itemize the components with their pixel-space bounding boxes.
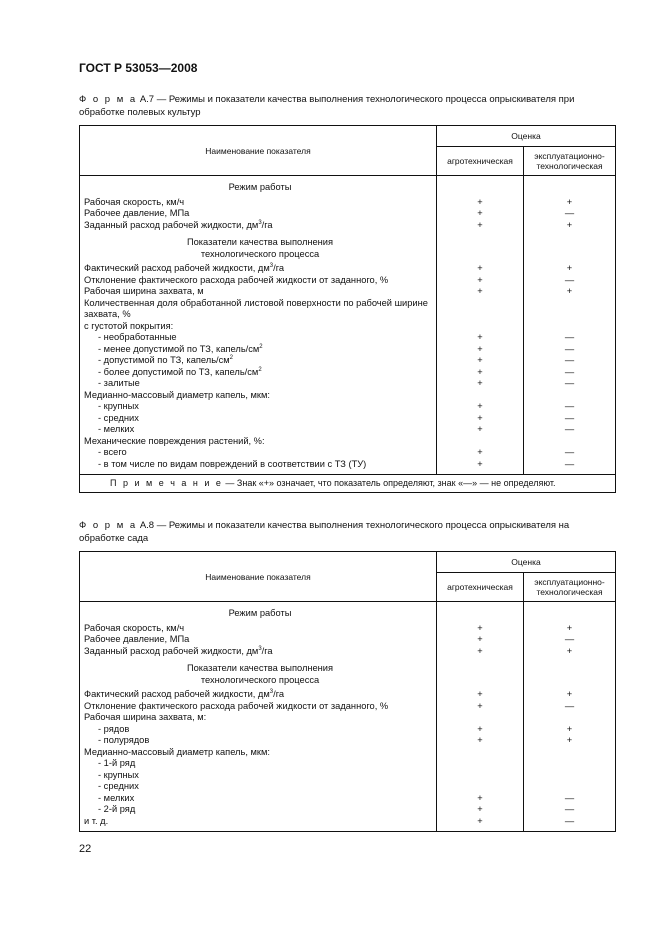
row-label: Медианно-массовый диаметр капель, мкм: [80,747,437,759]
row-expl-value: + [524,646,616,658]
row-label: Механические повреждения растений, %: [80,436,437,448]
row-expl-value: + [524,286,616,298]
row-expl-value: — [524,208,616,220]
section-row [80,657,616,689]
section-row [80,231,616,263]
row-agro-value: + [437,378,524,390]
row-label: Фактический расход рабочей жидкости, $дм^3/га$ [80,263,437,275]
table-row [80,424,616,436]
row-agro-value [437,781,524,793]
table-row [80,701,616,713]
form-a7-table [79,125,616,493]
row-agro-value [437,321,524,333]
row-expl-value: — [524,413,616,425]
empty-cell [524,602,616,623]
row-expl-value [524,770,616,782]
col-name-header: Наименование показателя [80,552,437,602]
row-expl-value: — [524,378,616,390]
row-agro-value: + [437,332,524,344]
row-label: - рядов [80,724,437,736]
note-prefix: П р и м е ч а н и е [110,478,223,488]
note-text: — Знак «+» означает, что показатель определяют, знак «—» — не определяют. [222,478,556,488]
col-agro-header: агротехническая [437,147,524,176]
row-expl-value: — [524,367,616,379]
row-label: Медианно-массовый диаметр капель, мкм: [80,390,437,402]
row-expl-value [524,758,616,770]
row-agro-value: + [437,263,524,275]
row-agro-value: + [437,367,524,379]
form-a7-body [80,176,616,493]
row-expl-value: + [524,197,616,209]
table-row [80,263,616,275]
col-score-header: Оценка [437,552,616,573]
col-name-header: Наименование показателя [80,126,437,176]
row-expl-value [524,712,616,724]
table-row [80,378,616,390]
row-label: с густотой покрытия: [80,321,437,333]
row-expl-value [524,781,616,793]
table-row [80,275,616,287]
row-agro-value [437,770,524,782]
row-label: Фактический расход рабочей жидкости, $дм^3/га$ [80,689,437,701]
row-label: Отклонение фактического расхода рабочей жидкости от заданного, % [80,701,437,713]
row-expl-value: + [524,623,616,635]
row-label: Рабочая скорость, км/ч [80,197,437,209]
section-title-line: Показатели качества выполнения [186,663,334,673]
row-agro-value [437,712,524,724]
form-a7-caption [79,93,589,119]
table-row [80,447,616,459]
row-label: - полурядов [80,735,437,747]
spacer-row [80,827,616,832]
row-agro-value: + [437,646,524,658]
col-score-header: Оценка [437,126,616,147]
form-a8-table [79,551,616,832]
table-row [80,646,616,658]
table-row [80,758,616,770]
table-row [80,816,616,828]
row-expl-value: — [524,701,616,713]
row-label: - средних [80,781,437,793]
col-expl-line1: эксплуатационно- [534,577,605,587]
row-label: - залитые [80,378,437,390]
empty-cell [437,827,524,832]
row-agro-value: + [437,793,524,805]
row-expl-value: — [524,804,616,816]
empty-cell [437,231,524,263]
row-label: Рабочая ширина захвата, м: [80,712,437,724]
note-row [80,475,616,493]
row-label: Заданный расход рабочей жидкости, $дм^3/га$ [80,646,437,658]
row-expl-value: + [524,689,616,701]
row-expl-value: — [524,344,616,356]
empty-cell [437,176,524,197]
section-title [80,657,437,689]
row-label: - 2-й ряд [80,804,437,816]
row-agro-value: + [437,634,524,646]
row-agro-value: + [437,735,524,747]
row-label: - 1-й ряд [80,758,437,770]
row-agro-value: + [437,197,524,209]
section-row [80,176,616,197]
row-agro-value: + [437,447,524,459]
form-a8-body [80,602,616,832]
row-agro-value: + [437,344,524,356]
col-expl-line1: эксплуатационно- [534,151,605,161]
table-row [80,724,616,736]
row-agro-value [437,758,524,770]
row-agro-value: + [437,689,524,701]
row-expl-value: — [524,816,616,828]
row-agro-value: + [437,459,524,471]
col-expl-line2: технологическая [536,161,603,171]
row-expl-value: — [524,447,616,459]
table-row [80,220,616,232]
empty-cell [524,176,616,197]
row-expl-value: — [524,401,616,413]
row-expl-value [524,321,616,333]
table-row [80,355,616,367]
table-row [80,459,616,471]
row-label: Заданный расход рабочей жидкости, $дм^3/га$ [80,220,437,232]
row-expl-value: — [524,275,616,287]
row-agro-value: + [437,355,524,367]
table-row [80,208,616,220]
row-expl-value: — [524,355,616,367]
table-row [80,781,616,793]
section-title-line: технологического процесса [200,674,320,685]
table-row [80,344,616,356]
table-row [80,197,616,209]
row-expl-value: — [524,793,616,805]
table-row [80,804,616,816]
section-title-line: Режим работы [228,608,292,618]
table-row [80,735,616,747]
col-expl-header [524,147,616,176]
row-expl-value [524,298,616,321]
row-label: - менее допустимой по ТЗ, капель/$см^2$ [80,344,437,356]
table-row [80,436,616,448]
row-expl-value: + [524,735,616,747]
table-row [80,770,616,782]
row-agro-value [437,747,524,759]
row-expl-value [524,747,616,759]
table-row [80,623,616,635]
row-expl-value [524,436,616,448]
row-agro-value: + [437,275,524,287]
note [80,475,616,493]
form-a8-prefix: Ф о р м а [79,520,138,531]
table-row [80,689,616,701]
row-label: Рабочее давление, МПа [80,208,437,220]
col-agro-header: агротехническая [437,573,524,602]
row-label: и т. д. [80,816,437,828]
row-expl-value: + [524,724,616,736]
table-row [80,390,616,402]
table-row [80,793,616,805]
empty-cell [524,657,616,689]
row-agro-value [437,390,524,402]
col-expl-header [524,573,616,602]
empty-cell [524,231,616,263]
row-label: - средних [80,413,437,425]
row-agro-value: + [437,286,524,298]
table-row [80,367,616,379]
row-label: - более допустимой по ТЗ, капель/$см^2$ [80,367,437,379]
row-label: Рабочее давление, МПа [80,634,437,646]
row-expl-value: — [524,634,616,646]
row-expl-value: + [524,263,616,275]
table-row [80,401,616,413]
empty-cell [437,657,524,689]
row-agro-value [437,298,524,321]
row-agro-value: + [437,424,524,436]
table-row [80,286,616,298]
form-a8-title: А.8 — Режимы и показатели качества выполнения технологического процесса опрыскивателя на обработке сада [79,520,570,544]
row-agro-value: + [437,208,524,220]
row-agro-value: + [437,724,524,736]
section-row [80,602,616,623]
row-label: - мелких [80,793,437,805]
row-agro-value [437,436,524,448]
row-label: Отклонение фактического расхода рабочей жидкости от заданного, % [80,275,437,287]
page-number: 22 [79,843,92,855]
row-label: Рабочая ширина захвата, м [80,286,437,298]
table-row [80,747,616,759]
empty-cell [524,827,616,832]
section-title [80,176,437,197]
table-row [80,332,616,344]
row-agro-value: + [437,623,524,635]
row-agro-value: + [437,816,524,828]
row-expl-value: — [524,332,616,344]
section-title [80,231,437,263]
row-label: - крупных [80,401,437,413]
row-label: - в том числе по видам повреждений в соответствии с ТЗ (ТУ) [80,459,437,471]
row-expl-value: + [524,220,616,232]
row-label: - крупных [80,770,437,782]
section-title-line: технологического процесса [200,248,320,259]
row-expl-value [524,390,616,402]
row-agro-value: + [437,701,524,713]
table-row [80,712,616,724]
row-label: - всего [80,447,437,459]
row-expl-value: — [524,459,616,471]
section-title-line: Показатели качества выполнения [186,237,334,247]
row-label: Количественная доля обработанной листовой поверхности по рабочей ширине захвата, % [80,298,437,321]
row-label: - необработанные [80,332,437,344]
row-agro-value: + [437,220,524,232]
row-expl-value: — [524,424,616,436]
row-label: - допустимой по ТЗ, капель/$см^2$ [80,355,437,367]
form-a7-prefix: Ф о р м а [79,94,138,105]
row-agro-value: + [437,804,524,816]
form-a8-caption [79,519,589,545]
row-label: - мелких [80,424,437,436]
empty-cell [80,827,437,832]
table-row [80,413,616,425]
col-expl-line2: технологическая [536,587,603,597]
table-row [80,321,616,333]
section-title [80,602,437,623]
empty-cell [437,602,524,623]
form-a7-title: А.7 — Режимы и показатели качества выполнения технологического процесса опрыскивателя при обработке полевых культур [79,94,575,118]
table-row [80,298,616,321]
row-agro-value: + [437,413,524,425]
document-header: ГОСТ Р 53053—2008 [79,61,198,75]
section-title-line: Режим работы [228,182,292,192]
table-row [80,634,616,646]
row-label: Рабочая скорость, км/ч [80,623,437,635]
row-agro-value: + [437,401,524,413]
